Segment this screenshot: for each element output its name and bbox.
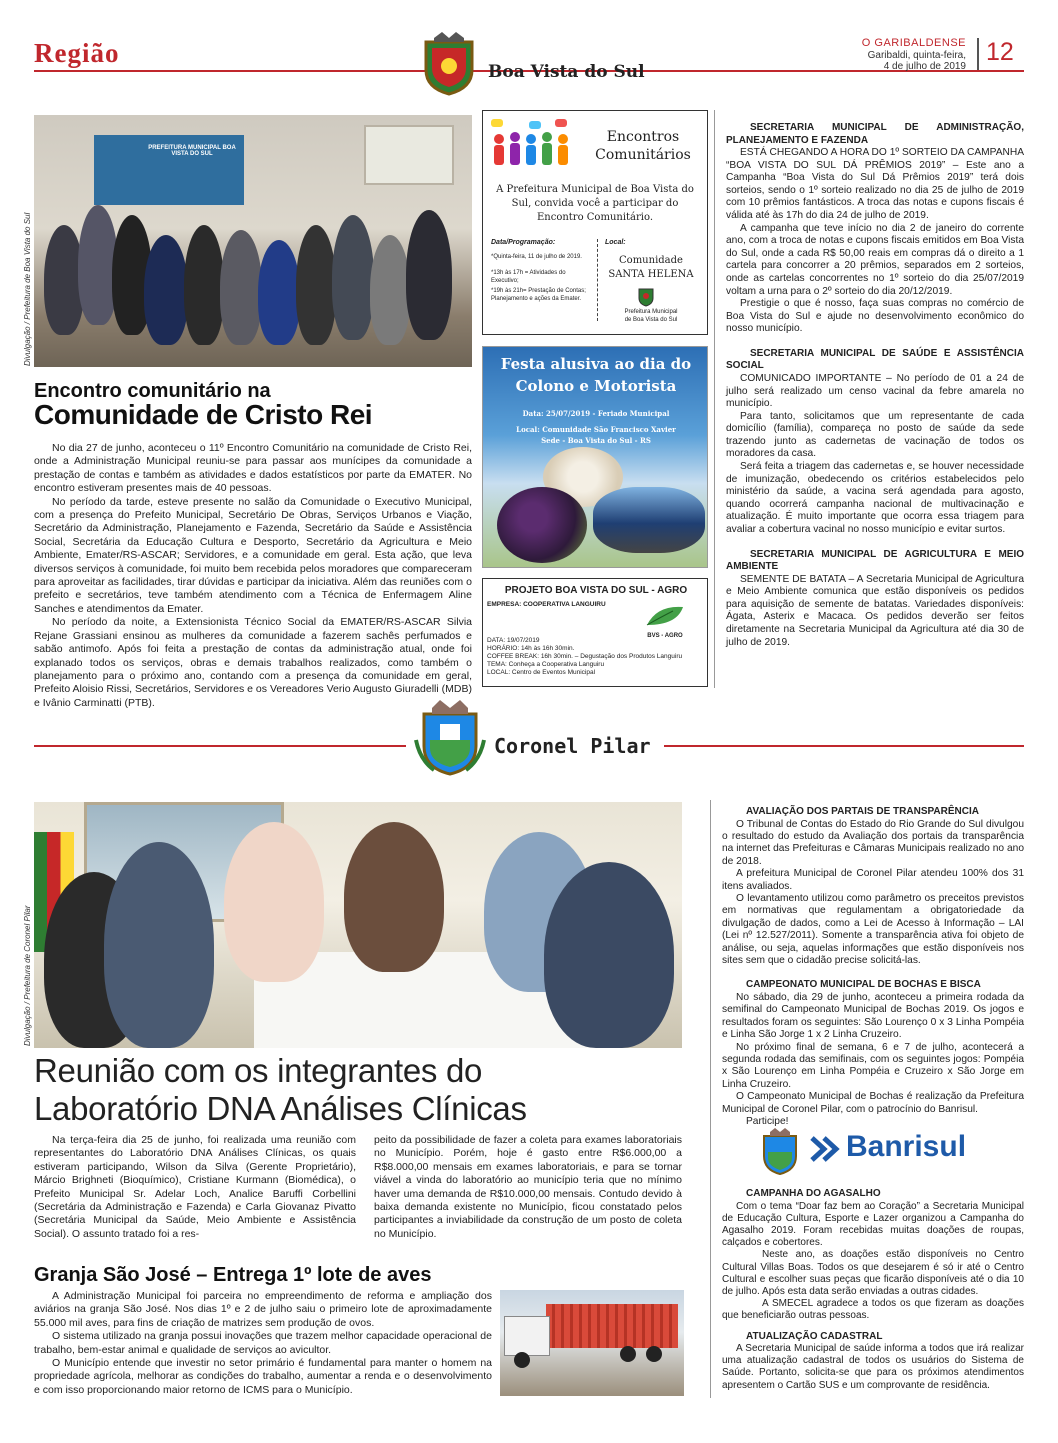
person: [296, 225, 336, 345]
sidebar-divider: [714, 110, 715, 688]
article2-title-1: Reunião com os integrantes do: [34, 1052, 483, 1089]
sidebar-heading: CAMPANHA DO AGASALHO: [746, 1188, 881, 1199]
festa-local: Local: Comunidade São Francisco Xavier: [516, 425, 676, 434]
encontros-invite: A Prefeitura Municipal de Boa Vista do Sul, convida você a participar do Encontro Comunitário.: [496, 184, 694, 223]
encontros-title-2: Comunitários: [595, 147, 691, 163]
agro-line: TEMA: Conheça a Cooperativa Languiru: [487, 661, 605, 668]
photo-banner: PREFEITURA MUNICIPAL BOA VISTA DO SUL: [148, 145, 236, 157]
sidebar-paragraph: Para tanto, solicitamos que um representante de cada domicílio (família), compareça no posto de saúde da sede trazendo junto as cadernetas de vacinação de todos os moradores da casa.: [726, 410, 1024, 460]
encontros-local-1: Comunidade: [619, 255, 683, 266]
person: [332, 215, 374, 340]
sidebar-paragraph: Com o tema “Doar faz bem ao Coração” a Secretaria Municipal de Educação Cultura, Esporte e Lazer organizou a Campanha do Agasalho 2019. Foram recebidas muitas doações de roupas, calçados e cobertores.: [722, 1200, 1024, 1249]
photo-window: [364, 125, 454, 185]
agro-empresa: EMPRESA: COOPERATIVA LANGUIRU: [487, 601, 606, 608]
festa-ad: [482, 346, 708, 568]
article3-title: Granja São José – Entrega 1º lote de aves: [34, 1264, 432, 1286]
lab-meeting-photo: [34, 802, 682, 1048]
sidebar-paragraph: No sábado, dia 29 de junho, aconteceu a primeira rodada da semifinal do Campeonato Municipal de Bochas 2019. Os jogos e resultados foram os seguintes: São Lourenço 0 x 3 Linha Pompéia e Linha São Jorge 1 x 2 Linha Cruzeiro.: [722, 991, 1024, 1041]
agro-line: COFFEE BREAK: 16h 30min. – Degustação dos Produtos Languiru: [487, 653, 683, 660]
people-group-icon: [489, 119, 579, 171]
sidebar-paragraph: O levantamento utilizou como parâmetro os preceitos previstos em normativas que regulamentam a obrigatoriedade da divulgação de dados, como a Lei de Acesso à Informação – LAI (Lei nº 12.527/2011). Somente a transparência ativa foi objeto de análise, ou seja, aquelas informações que estão disponíveis nos sites sem que o cidadão precise solicitá-las.: [722, 892, 1024, 966]
encontros-local-2: SANTA HELENA: [608, 269, 694, 280]
grapes-photo: [497, 487, 587, 563]
agro-line: HORÁRIO: 14h às 16h 30min.: [487, 645, 575, 652]
festa-title-1: Festa alusiva ao dia do: [500, 355, 692, 373]
sidebar-bottom: [722, 806, 1024, 1128]
truck-photo: [593, 487, 705, 553]
encontros-divider: [597, 239, 598, 321]
sidebar-paragraph: Neste ano, as doações estão disponíveis no Centro Cultural Villas Boas. Todos os que desejarem é só ir até o Centro Cultural e escolher suas peças que ficarão disponíveis até o dia 10 de julho. Após esta data serão enviadas a outras cidades.: [722, 1249, 1024, 1297]
encontros-prog-item: *19h às 21h= Prestação de Contas; Planejamento e ações da Emater.: [491, 288, 586, 302]
sidebar-heading: CAMPEONATO MUNICIPAL DE BOCHAS E BISCA: [746, 979, 981, 991]
truck-wheel: [620, 1346, 636, 1362]
article3-paragraph: A Administração Municipal foi parceira no empreendimento de reforma e ampliação dos aviários na granja São José. Nos dias 1º e 2 de julho saiu o primeiro lote de aproximadamente 55.000 mil aves, para fins de criação de matrizes sem produção de ovos.: [34, 1290, 492, 1329]
person: [544, 862, 674, 1048]
agro-logo-text: BVS - AGRO: [647, 633, 683, 639]
agro-line: DATA: 19/07/2019: [487, 637, 540, 644]
poultry-truck-photo: [500, 1290, 684, 1396]
truck-wheel: [646, 1346, 662, 1362]
community-meeting-photo: [34, 115, 472, 367]
person: [224, 822, 324, 982]
article3-body: [34, 1290, 492, 1397]
encontros-title-1: Encontros: [606, 129, 680, 145]
sidebar-paragraph: Prestigie o que é nosso, faça suas compras no comércio de Boa Vista do Sul e ajude no desenvolvimento econômico do nosso município.: [726, 298, 1024, 335]
sidebar-paragraph: No próximo final de semana, 6 e 7 de julho, acontecerá a segunda rodada das semifinais, com os seguintes jogos: Pompéia x São Lourenço em Linha Pompéia e Cruzeiro x São Jorge em Linha Cruzeiro.: [722, 1041, 1024, 1090]
sidebar-paragraph: SEMENTE DE BATATA – A Secretaria Municipal de Agricultura e Meio Ambiente comunica que estão disponíveis os pedidos para aquisição de semente de batatas. Variedades disponíveis: Ágata, Asterix e Macaca. Os pedidos deverão ser feitos diretamente na Secretaria Municipal da Agricultura até dia 30 de julho de 2019.: [726, 573, 1024, 648]
sidebar-paragraph: A campanha que teve início no dia 2 de janeiro do corrente ano, com a troca de notas e cupons fiscais emitidos em Boa Vista do Sul, onde a cada R$ 50,00 reais em compras dá o direito a 1 cartela para concorrer a 20 prêmios, separados em 2 sorteios, onde as cartelas concorrentes no 1º sorteio do dia 25/07/2019 voltam a urna para o 2º sorteio do dia 20/12/2019.: [726, 222, 1024, 297]
coronel-pilar-small-crest-icon: [758, 1128, 802, 1176]
person: [184, 225, 224, 345]
sidebar-heading: SECRETARIA MUNICIPAL DE SAÚDE E ASSISTÊNCIA SOCIAL: [726, 347, 1024, 372]
sidebar-paragraph: O Campeonato Municipal de Bochas é realização da Prefeitura Municipal de Coronel Pilar, com o patrocínio do Banrisul.: [722, 1091, 1024, 1115]
paper-name: O GARIBALDENSE: [861, 37, 966, 49]
page-number-divider: [977, 38, 979, 70]
sidebar-bottom-2: [722, 1188, 1024, 1392]
festa-title-2: Colono e Motorista: [515, 377, 677, 395]
article1-kicker: Encontro comunitário na: [34, 380, 271, 402]
banrisul-name: Banrisul: [846, 1130, 967, 1163]
page-number: 12: [986, 38, 1014, 66]
encontros-ad: [482, 110, 708, 335]
encontros-prog-item: *13h às 17h = Atividades do Executivo;: [491, 270, 566, 284]
person: [220, 230, 262, 345]
person: [144, 235, 188, 345]
article2-col2: [374, 1134, 682, 1241]
sidebar-paragraph: Será feita a triagem das cadernetas e, se houver necessidade de imunização, obedecendo os critérios estabelecidos pelo ministério da saúde, a vacina será agendada para agosto, quando ocorrerá campanha nacional de multivacinação e atualização. É muito importante que ocorra essa triagem para avaliar a cobertura vacinal no nosso município e evitar surtos.: [726, 461, 1024, 536]
agro-line: LOCAL: Centro de Eventos Municipal: [487, 669, 596, 676]
sidebar-paragraph: Participe!: [746, 1115, 789, 1127]
boa-vista-crest-icon: [418, 32, 480, 98]
article2-title-2: Laboratório DNA Análises Clínicas: [34, 1090, 527, 1127]
section-rule-left: [34, 745, 406, 747]
article2-col1: [34, 1134, 356, 1241]
photo-crowd: [44, 185, 464, 355]
sidebar-heading: SECRETARIA MUNICIPAL DE AGRICULTURA E MEIO AMBIENTE: [726, 548, 1024, 573]
municipality-title-bottom: Coronel Pilar: [494, 734, 651, 758]
sidebar-heading: AVALIAÇÃO DOS PARTAIS DE TRANSPARÊNCIA: [746, 806, 979, 817]
sidebar-paragraph: A Secretaria Municipal de saúde informa a todos que irá realizar uma atualização cadastral de todos os usuários do Sistema de Saúde. Portanto, solicita-se que para os próximos atendimentos apresentem o Cartão SUS e um comprovante de residência.: [722, 1343, 1024, 1391]
encontros-footer-1: Prefeitura Municipal: [624, 309, 678, 315]
coronel-pilar-crest-icon: [414, 700, 486, 778]
person: [344, 822, 444, 972]
bvs-agro-leaf-icon: [643, 603, 687, 629]
person: [406, 210, 452, 340]
article1-paragraph: No período da noite, a Extensionista Técnico Social da EMATER/RS-ASCAR Silvia Rejane Grassiani ensinou as mulheres da comunidade a fazerem sachês perfumados e sabão antimofo. Após foi feita a prestação de contas da administração atual, onde foi explanado todos os serviços, obras e demais trabalhos realizados, como também o planejamento para o próximo ano, contando com a presença da comunidade em geral, Prefeito Aloisio Rissi, Secretários, Servidores e os Vereadores Verio Augusto Giuradelli (MDB) e Ivânio Carminatti (PTB).: [34, 616, 472, 709]
sidebar-divider-bottom: [710, 800, 711, 1398]
photo-credit-2: Divulgação / Prefeitura de Coronel Pilar: [23, 905, 32, 1046]
banrisul-logo-icon: [810, 1134, 844, 1164]
article1-body: [34, 442, 472, 710]
article3-paragraph: O sistema utilizado na granja possui inovações que trazem melhor capacidade operacional de trabalho, bem-estar animal e qualidade de serviços ao avicultor.: [34, 1330, 492, 1356]
encontros-footer-2: de Boa Vista do Sul: [624, 317, 678, 323]
sidebar-heading: SECRETARIA MUNICIPAL DE ADMINISTRAÇÃO, PLANEJAMENTO E FAZENDA: [726, 122, 1024, 146]
person: [258, 240, 300, 345]
sidebar-paragraph: A prefeitura Municipal de Coronel Pilar atendeu 100% dos 31 itens avaliados.: [722, 868, 1024, 892]
encontros-prog-item: *Quinta-feira, 11 de julho de 2019.: [491, 254, 582, 260]
article1-paragraph: No dia 27 de junho, aconteceu o 11º Encontro Comunitário na comunidade de Cristo Rei, onde a Administração Municipal reuniu-se para passar aos munícipes da comunidade a prestação de contas e também as atividades e dados estatísticos por parte da EMATER. No encontro estiveram presentes mais de 40 pessoas.: [34, 442, 472, 495]
article2-paragraph: Na terça-feira dia 25 de junho, foi realizada uma reunião com representantes do Laboratório DNA Análises Clínicas, os quais estiveram participando, Wilson da Silva (Gerente Proprietário), Márcio Brighneti (Bioquímico), Cristiane Kurmann (Biomédica), o Prefeito Municipal Sr. Adelar Loch, Analice Baruffi Corbellini (Secretária da Administração e Fazenda) e Carla Giovanaz Pivatto (Secretária Municipal da Saúde, Meio Ambiente e Assistência Social). O assunto tratado foi a res-: [34, 1134, 356, 1240]
person: [104, 842, 214, 1048]
sidebar-paragraph: ESTÁ CHEGANDO A HORA DO 1º SORTEIO DA CAMPANHA “BOA VISTA DO SUL DÁ PRÊMIOS 2019” – Este ano a Campanha “Boa Vista do Sul Dá Prêmios 2019” terá dois sorteios, sendo o 1º sorteio realizado no dia 25 de julho de 2019 com 10 prêmios fantásticos. A troca das notas e cupons fiscais é válida até às 17h do dia 24 de julho de 2019.: [726, 147, 1024, 221]
truck-cab: [504, 1316, 550, 1356]
dateline-2: 4 de julho de 2019: [883, 61, 966, 72]
section-rule-right: [664, 745, 1024, 747]
sidebar-top: [726, 122, 1024, 649]
municipality-title-top: Boa Vista do Sul: [488, 62, 645, 82]
festa-date: Data: 25/07/2019 - Feriado Municipal: [522, 409, 670, 418]
article1-paragraph: No período da tarde, esteve presente no salão da Comunidade o Executivo Municipal, com a presença do Prefeito Municipal, Secretário De Obras, Serviços Urbanos e Viação, Secretário da Administração, Planejamento e Fazenda, Secretário da Saúde e Assistência Social, Secretária da Educação Cultura e Desporto, Secretário da Agricultura e Meio Ambiente, Emater/RS-ASCAR; Servidores, e a comunidade em geral. Esta ação, que leva diversos serviços à comunidade, foi muito bem recebida pelos moradores que compareceram para aproveitar as facilidades, tirar dúvidas e participar da iniciativa. Além das reuniões com o prefeito e secretários, teve também atendimento com a Técnica de Enfermagem Aline Sanches e atendimentos da Emater.: [34, 495, 472, 615]
article3-paragraph: O Município entende que investir no setor primário é fundamental para manter o homem na propriedade agrícola, melhorar as condições do trabalho, aumentar a renda e o desenvolvimento e com isso proporcionando maior retorno de ICMS para o Município.: [34, 1357, 492, 1396]
agro-title: PROJETO BOA VISTA DO SUL - AGRO: [504, 585, 688, 596]
agro-ad: [482, 578, 708, 687]
encontros-local-label: Local:: [605, 239, 626, 246]
sidebar-paragraph: COMUNICADO IMPORTANTE – No período de 01 a 24 de julho será realizado um censo vacinal da febre amarela no município.: [726, 372, 1024, 410]
article1-title: Comunidade de Cristo Rei: [34, 399, 373, 430]
truck-cargo: [546, 1304, 678, 1348]
person: [370, 235, 410, 345]
sidebar-paragraph: A SMECEL agradece a todos os que fizeram as doações que beneficiarão outras pessoas.: [722, 1298, 1024, 1322]
dateline-1: Garibaldi, quinta-feira,: [867, 50, 966, 61]
sidebar-heading: ATUALIZAÇÃO CADASTRAL: [746, 1330, 883, 1342]
truck-wheel: [514, 1352, 530, 1368]
prefeitura-crest-icon: [637, 287, 655, 307]
sidebar-paragraph: O Tribunal de Contas do Estado do Rio Grande do Sul divulgou o resultado do estudo da Avaliação dos portais da transparência na internet das Prefeituras e Câmaras Municipais realizado no ano de 2018.: [722, 818, 1024, 867]
encontros-prog-label: Data/Programação:: [491, 239, 556, 246]
article2-paragraph: peito da possibilidade de fazer a coleta para exames laboratoriais no Município. Porém, hoje é gasto entre R$6.000,00 a R$8.000,00 mensais em exames laboratoriais, e para se tornar viável a vinda do laboratório ao município teria que no mínimo haver uma demanda de R$10.000,00 mensais. Contudo devido à baixa demanda existente no Município, ficou constatado pelos participantes a inviabilidade da construção de um posto de coleta no Município.: [374, 1134, 682, 1240]
festa-sede: Sede - Boa Vista do Sul - RS: [541, 436, 651, 445]
photo-credit-1: Divulgação / Prefeitura de Boa Vista do Sul: [23, 212, 32, 366]
section-title: Região: [34, 38, 120, 68]
